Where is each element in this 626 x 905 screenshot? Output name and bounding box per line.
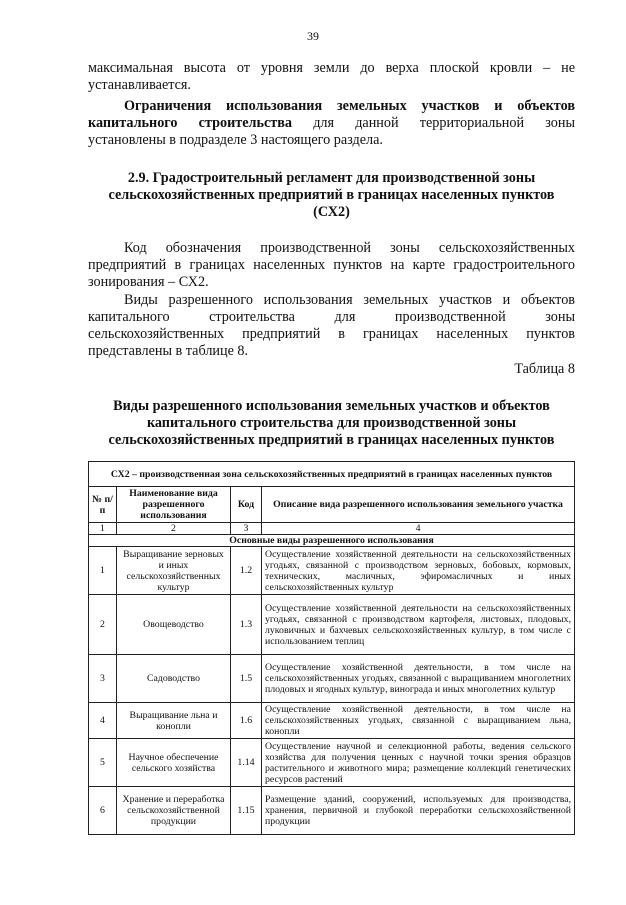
text-line: установлены в подразделе 3 настоящего раздела. [88, 132, 383, 148]
text-line: максимальная высота от уровня земли до верха плоской кровли – не [88, 60, 575, 76]
use-description: Осуществление хозяйственной деятельности, в том числе на сельскохозяйственных угодьях, связанной с выращиванием льна, конопли [262, 703, 575, 739]
use-code: 1.5 [231, 655, 262, 703]
row-number: 5 [89, 739, 117, 787]
use-code: 1.14 [231, 739, 262, 787]
use-description: Осуществление хозяйственной деятельности, в том числе на сельскохозяйственных угодьях, связанной с выращиванием многолетних плодовых и ягодных культур, винограда и иных многолетних культур [262, 655, 575, 703]
section-title: 2.9. Градостроительный регламент для производственной зоны [127, 170, 536, 186]
use-code: 1.3 [231, 595, 262, 655]
use-name: Научное обеспечение сельского хозяйства [117, 739, 231, 787]
row-number: 4 [89, 703, 117, 739]
text-line: устанавливается. [88, 77, 191, 93]
group-header-row [89, 535, 575, 547]
table-title: Виды разрешенного использования земельных участков и объектов [113, 398, 550, 414]
table-row [89, 703, 575, 739]
text-line: Код обозначения производственной зоны сельскохозяйственных [124, 240, 575, 256]
table-title: капитального строительства для производственной зоны [146, 415, 517, 431]
use-name: Выращивание льна и конопли [117, 703, 231, 739]
row-number: 6 [89, 787, 117, 835]
section-title: (СХ2) [313, 204, 350, 220]
use-name: Выращивание зерновых и иных сельскохозяйственных культур [117, 547, 231, 595]
column-number: 1 [89, 523, 117, 535]
table-caption: Таблица 8 [514, 361, 575, 377]
page-number: 39 [307, 29, 319, 43]
use-description: Осуществление хозяйственной деятельности на сельскохозяйственных угодьях, связанной с производством картофеля, листовых, плодовых, луковичных и бахчевых сельскохозяйственных культур, в том числе с использованием теплиц [262, 595, 575, 655]
restriction-text: для данной территориальной зоны [313, 115, 575, 131]
section-title: сельскохозяйственных предприятий в границах населенных пунктов [108, 187, 555, 203]
zone-header: СХ2 – производственная зона сельскохозяйственных предприятий в границах населенных пунктов [89, 462, 575, 487]
use-name: Хранение и переработка сельскохозяйственной продукции [117, 787, 231, 835]
column-header-number: № п/п [89, 487, 117, 523]
table-row [89, 655, 575, 703]
zone-header-row [89, 462, 575, 487]
table-title: сельскохозяйственных предприятий в границах населенных пунктов [108, 432, 555, 448]
use-code: 1.2 [231, 547, 262, 595]
text-line: представлены в таблице 8. [88, 343, 249, 359]
text-line: зонирования – СХ2. [88, 274, 209, 290]
column-number: 2 [117, 523, 231, 535]
permitted-uses-table [88, 461, 575, 835]
text-line: Виды разрешенного использования земельных участков и объектов [124, 292, 575, 308]
column-number: 4 [262, 523, 575, 535]
text-line: предприятий в границах населенных пунктов на карте градостроительного [88, 257, 575, 273]
restriction-bold-text: капитального строительства [88, 115, 293, 131]
use-description: Осуществление научной и селекционной работы, ведения сельского хозяйства для получения ценных с научной точки зрения образцов растительного и животного мира; размещение коллекций генетических ресурсов растений [262, 739, 575, 787]
row-number: 2 [89, 595, 117, 655]
column-header-description: Описание вида разрешенного использования земельного участка [262, 487, 575, 523]
text-line: капитального строительства для производственной зоны [88, 309, 575, 325]
table-row [89, 547, 575, 595]
use-description: Осуществление хозяйственной деятельности на сельскохозяйственных угодьях, связанной с производством зерновых, бобовых, кормовых, технических, масличных, эфиромасличных и иных сельскохозяйственных культур [262, 547, 575, 595]
table-row [89, 787, 575, 835]
row-number: 1 [89, 547, 117, 595]
column-header-name: Наименование вида разрешенного использования [117, 487, 231, 523]
text-line: сельскохозяйственных предприятий в границах населенных пунктов [88, 326, 575, 342]
column-header-row [89, 487, 575, 523]
column-number: 3 [231, 523, 262, 535]
table-row [89, 595, 575, 655]
row-number: 3 [89, 655, 117, 703]
group-header-main: Основные виды разрешенного использования [89, 535, 575, 547]
restriction-heading: Ограничения использования земельных участков и объектов [124, 98, 575, 114]
column-number-row [89, 523, 575, 535]
use-code: 1.6 [231, 703, 262, 739]
use-code: 1.15 [231, 787, 262, 835]
table-row [89, 739, 575, 787]
use-description: Размещение зданий, сооружений, используемых для производства, хранения, первичной и глубокой переработки сельскохозяйственной продукции [262, 787, 575, 835]
use-name: Овощеводство [117, 595, 231, 655]
column-header-code: Код [231, 487, 262, 523]
use-name: Садоводство [117, 655, 231, 703]
restriction-line [88, 115, 575, 131]
